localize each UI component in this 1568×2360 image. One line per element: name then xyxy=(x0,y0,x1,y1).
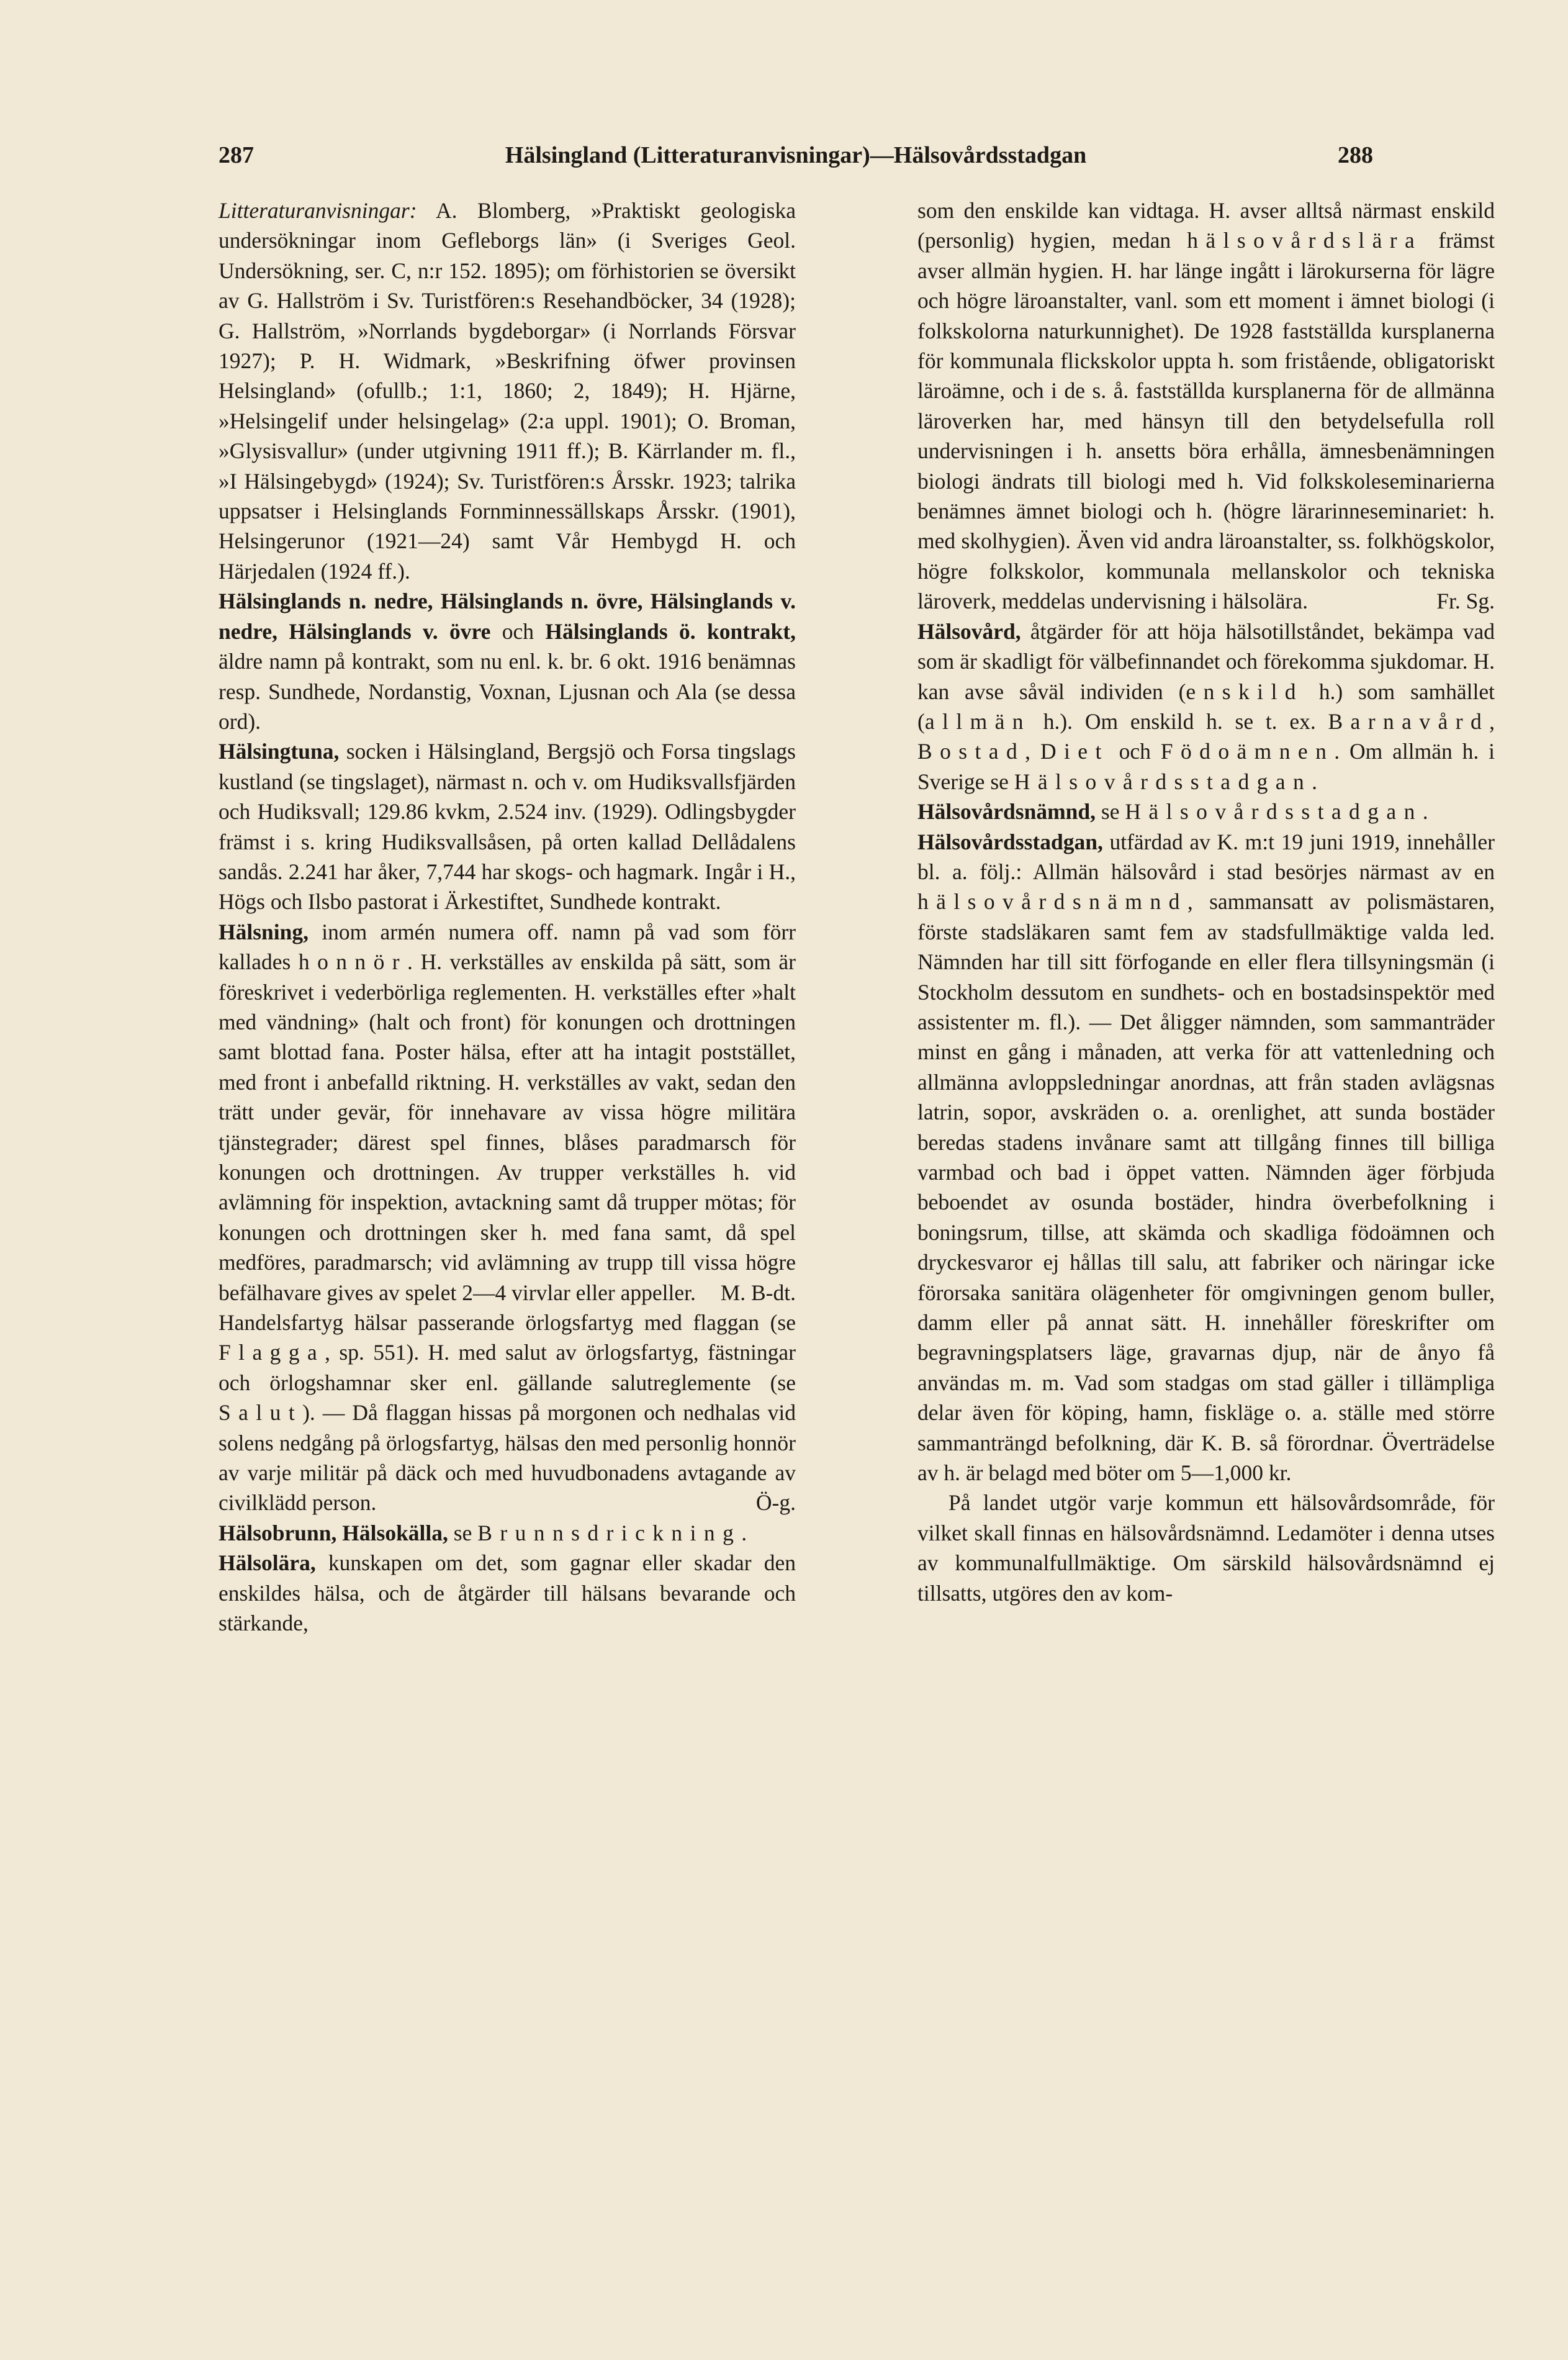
entry-text: . Om allmän h. i Sverige se xyxy=(917,739,1495,794)
entry-headword: Hälsovårdsstadgan, xyxy=(917,829,1103,854)
spaced-term: honnör xyxy=(298,949,408,975)
entry-halsingtuna xyxy=(219,736,796,916)
entry-text: åtgärder för att höja hälsotillståndet, bekämpa vad som är skadligt för välbefinnandet och förekomma sjukdomar. H. kan avse såväl individen ( xyxy=(917,618,1495,704)
entry-text: h.). Om enskild h. se t. ex. xyxy=(1030,708,1328,734)
page-header xyxy=(219,142,1373,179)
entry-text: och xyxy=(1109,739,1161,764)
spaced-term: Bostad xyxy=(917,739,1025,764)
spaced-term: hälsovårdslära xyxy=(1187,228,1423,253)
entry-text: , sammansatt av polismästaren, förste stadsläkaren samt fem av stadsfullmäktige valda led. Nämnden har till sitt förfogande en eller flera tillsyningsmän (i Stockholm dessutom en sundhets- och en bostadsinspektör med assistenter m. fl.). — Det åligger nämnden, som sammanträder minst en gång i månaden, att verka för att vattenledning och allmänna avloppsledningar anordnas, att från staden avlägsnas latrin, sopor, avskräden o. a. orenlighet, att sunda bostäder beredas stadens invånare samt att tillgång finnes till billiga varmbad och bad i öppet vatten. Nämnden äger förbjuda beboendet av osunda bostäder, hindra överbefolkning i boningsrum, tillse, att skämda och skadliga födoämnen och dryckesvaror ej hållas till salu, att fabriker och näringar icke förorsaka sanitära olägenheter för omgivningen genom buller, damm eller på annat sätt. H. innehåller föreskrifter om begravningsplatsers läge, gravarnas djup, när de ånyo få användas m. m. Vad som stadgas om stad gäller i tillämpliga delar även för köping, hamn, fiskläge o. a. ställe med större sammanträngd befolkning, där K. B. så förordnar. Överträdelse av h. är belagd med böter om 5—1,000 kr. xyxy=(917,889,1495,1486)
entry-text: . xyxy=(1422,799,1428,825)
spaced-term: Diet xyxy=(1040,739,1109,764)
entry-text: och xyxy=(490,618,546,644)
entry-text: . xyxy=(741,1520,747,1545)
entry-text: kunskapen om det, som gagnar eller skadar den enskildes hälsa, och de åtgärder till hälsans bevarande och stärkande, xyxy=(219,1550,796,1636)
entry-text: äldre namn på kontrakt, som nu enl. k. br. 6 okt. 1916 benämnas resp. Sundhede, Nordanstig, Voxnan, Ljusnan och Ala (se dessa ord). xyxy=(219,649,796,734)
entry-halsovardsnamnd xyxy=(917,797,1495,826)
entry-litteraturanvisningar xyxy=(219,196,796,586)
entry-text: , xyxy=(1489,708,1495,734)
entry-headword: Hälsinglands ö. kontrakt, xyxy=(545,618,796,644)
left-column xyxy=(219,196,796,1639)
entry-text: . xyxy=(1312,769,1318,794)
running-title: Hälsingland (Litteraturanvisningar)—Hälsovårdsstadgan xyxy=(505,142,1087,168)
entry-label: Litteraturanvisningar: xyxy=(219,198,417,223)
entry-text: h.) som samhället ( xyxy=(917,679,1495,734)
author-signature: M. B-dt. xyxy=(720,1280,796,1305)
right-column xyxy=(917,196,1495,1608)
spaced-term: Hälsovårdsstadgan xyxy=(1014,769,1312,794)
spaced-term: Salut xyxy=(219,1400,303,1426)
spaced-term: allmän xyxy=(924,708,1031,734)
entry-text: A. Blomberg, »Praktiskt geologiska undersökningar inom Gefleborgs län» (i Sveriges Geol. Undersökning, ser. C, n:r 152. 1895); om förhistorien se översikt av G. Hallström i Sv. Turistfören:s Resehandböcker, 34 (1928); G. Hallström, »Norrlands bygdeborgar» (i Norrlands Försvar 1927); P. H. Widmark, »Beskrifning öfwer provinsen Helsingland» (ofullb.; 1:1, 1860; 2, 1849); H. Hjärne, »Helsingelif under helsingelag» (2:a uppl. 1901); O. Broman, »Glysisvallur» (under utgivning 1911 ff.); B. Kärrlander m. fl., »I Hälsingebygd» (1924); Sv. Turistfören:s Årsskr. 1923; talrika uppsatser i Helsinglands Fornminnessällskaps Årsskr. (1901), Helsingerunor (1921—24) samt Vår Hembygd H. och Härjedalen (1924 ff.). xyxy=(219,198,796,584)
entry-headword: Hälsovård, xyxy=(917,618,1021,644)
entry-text: socken i Hälsingland, Bergsjö och Forsa tingslags kustland (se tingslaget), närmast n. och v. om Hudiksvallsfjärden och Hudiksvall; 129.86 kvkm, 2.524 inv. (1929). Odlingsbygder främst i s. kring Hudiksvallsåsen, på orten kallad Dellådalens sandås. 2.241 har åker, 7,744 har skogs- och hagmark. Ingår i H., Högs och Ilsbo pastorat i Ärkestiftet, Sundhede kontrakt. xyxy=(219,739,796,915)
entry-halsovardsstadgan xyxy=(917,827,1495,1488)
spaced-term: Brunnsdrickning xyxy=(477,1520,742,1545)
spaced-term: Födoämnen xyxy=(1160,739,1335,764)
author-signature: Ö-g. xyxy=(755,1490,796,1516)
spaced-term: Barnavård xyxy=(1328,708,1490,734)
spaced-term: hälsovårdsnämnd xyxy=(917,889,1187,915)
entry-headword: Hälsobrunn, Hälsokälla, xyxy=(219,1520,448,1545)
page-number-right: 288 xyxy=(1338,142,1373,168)
entry-halsinglands-kontrakt xyxy=(219,586,796,736)
entry-text: , xyxy=(1025,739,1040,764)
entry-text: som den enskilde kan vidtaga. H. avser alltså närmast enskild (personlig) hygien, medan xyxy=(917,198,1495,253)
entry-text: . H. verkställes av enskilda på sätt, som är föreskrivet i vederbörliga reglementen. H. verkställes efter »halt med vändning» (halt och front) för konungen och drottningen samt blottad fana. Poster hälsa, efter att ha intagit poststället, med front i anbefalld riktning. H. verkställes av vakt, sedan den trätt under gevär, för innehavare av vissa högre militära tjänstegrader; därest spel finnes, blåses paradmarsch för konungen och drottningen. Av trupper verkställes h. vid avlämning för inspektion, avtackning samt då trupper mötas; för konungen och drottningen sker h. med fana samt, då spel medföres, paradmarsch; vid avlämning av trupp till vissa högre befälhavare gives av spelet 2—4 virvlar eller appeller. xyxy=(219,949,796,1305)
entry-halsolara xyxy=(219,1548,796,1638)
entry-headword: Hälsovårdsnämnd, xyxy=(917,799,1096,825)
entry-text: , sp. 551). H. med salut av örlogsfartyg, fästningar och örlogshamnar sker enl. gällande salutreglemente (se xyxy=(219,1340,796,1395)
entry-text: inom armén numera off. namn på vad som förr kallades xyxy=(219,919,796,975)
entry-text: Handelsfartyg hälsar passerande örlogsfartyg med flaggan (se xyxy=(219,1310,796,1336)
entry-halsobrunn xyxy=(219,1518,796,1548)
entry-halsning-cont xyxy=(219,1308,796,1518)
entry-halsovard xyxy=(917,617,1495,797)
entry-headword: Hälsinglands n. nedre, Hälsinglands n. övre, Hälsinglands v. nedre, Hälsinglands v. övre xyxy=(219,589,796,644)
entry-halsning xyxy=(219,917,796,1308)
entry-text: se xyxy=(448,1520,478,1545)
entry-text: främst avser allmän hygien. H. har länge ingått i lärokurserna för lägre och högre läroanstalter, vanl. som ett moment i ämnet biologi (i folkskolorna naturkunnighet). De 1928 fastställda kursplanerna för kommunala flickskolor uppta h. som fristående, obligatoriskt läroämne, och i de s. å. fastställda kursplanerna för de allmänna läroverken har, med hänsyn till den betydelsefulla roll undervisningen i h. ansetts böra erhålla, ämnesbenämningen biologi ändrats till biologi med h. Vid folkskoleseminarierna benämnes ämnet biologi och h. (högre lärarinneseminariet: h. med skolhygien). Även vid andra läroanstalter, ss. folkhögskolor, högre folkskolor, kommunala mellanskolor och tekniska läroverk, meddelas undervisning i hälsolära. xyxy=(917,228,1495,614)
page-number-left: 287 xyxy=(219,142,254,168)
spaced-term: Flagga xyxy=(219,1340,325,1365)
spaced-term: enskild xyxy=(1186,679,1304,704)
entry-text: utfärdad av K. m:t 19 juni 1919, innehåller bl. a. följ.: Allmän hälsovård i stad besörjes närmast av en xyxy=(917,829,1495,884)
entry-headword: Hälsolära, xyxy=(219,1550,316,1576)
author-signature: Fr. Sg. xyxy=(1436,589,1495,614)
entry-text: På landet utgör varje kommun ett hälsovårdsområde, för vilket skall finnas en hälsovårdsnämnd. Ledamöter i denna utses av kommunalfullmäktige. Om särskild hälsovårdsnämnd ej tillsatts, utgöres den av kom- xyxy=(917,1490,1495,1606)
spaced-term: Hälsovårdsstadgan xyxy=(1125,799,1423,825)
entry-headword: Hälsingtuna, xyxy=(219,739,340,764)
entry-halsovardsstadgan-cont xyxy=(917,1488,1495,1608)
entry-text: ). — Då flaggan hissas på morgonen och nedhalas vid solens nedgång på örlogsfartyg, hälsas den med personlig honnör av varje militär på däck och med huvudbonadens avtagande av civilklädd person. xyxy=(219,1400,796,1516)
entry-halsolara-cont xyxy=(917,196,1495,617)
entry-text: se xyxy=(1096,799,1125,825)
entry-headword: Hälsning, xyxy=(219,919,309,944)
